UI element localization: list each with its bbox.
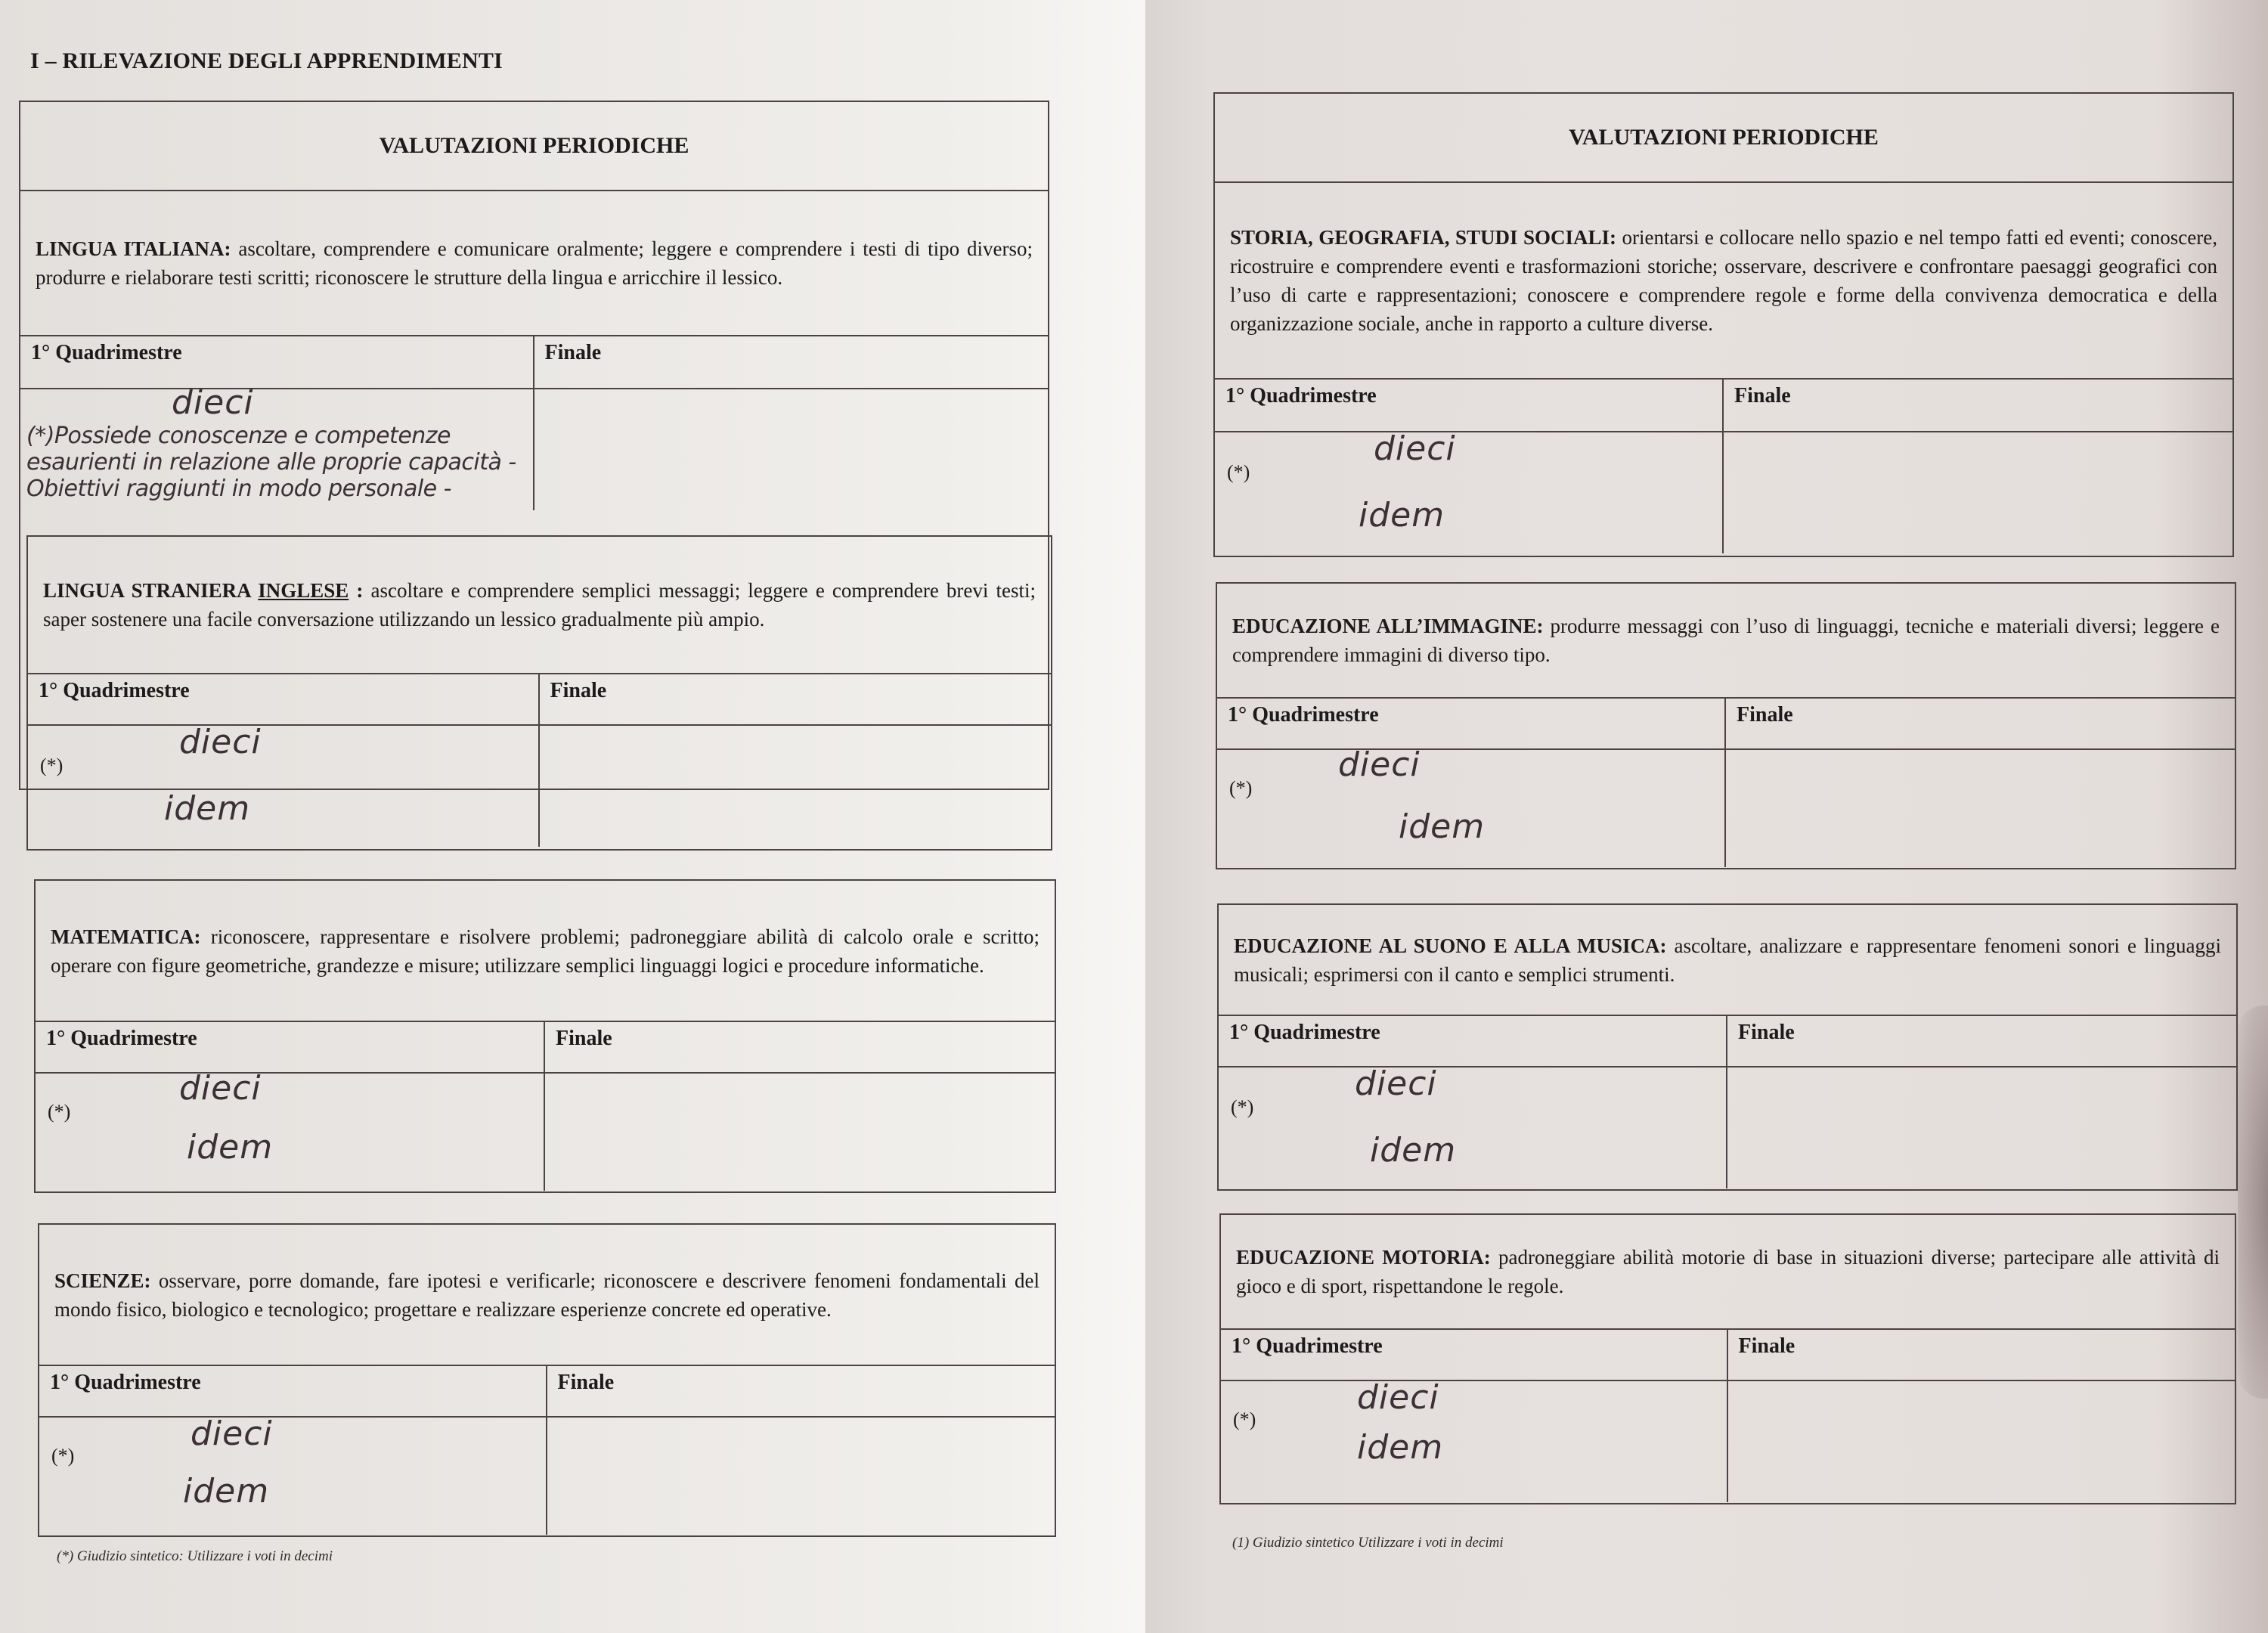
table-heading: VALUTAZIONI PERIODICHE [20, 102, 1048, 191]
handwritten-grade: dieci [1355, 1064, 1437, 1103]
handwritten-note: idem [1359, 496, 1445, 535]
subject-description: LINGUA ITALIANA: ascoltare, comprendere e comunicare oralmente; leggere e comprendere i testi di tipo diverso; produrre e rielaborare testi scritti; riconoscere le strutture della lingua e arricchire il lessico. [36, 237, 1033, 289]
grade-header-row [20, 335, 1048, 389]
subject-box-scienze [38, 1223, 1056, 1537]
first-term-cell[interactable] [1215, 429, 1724, 553]
handwritten-grade: dieci [1374, 429, 1456, 468]
subject-box-musica [1217, 903, 2238, 1191]
handwritten-grade: dieci [172, 383, 254, 422]
subject-name: SCIENZE: [54, 1269, 151, 1292]
subject-description: STORIA, GEOGRAFIA, STUDI SOCIALI: orientarsi e collocare nello spazio e nel tempo fatti ed eventi; conoscere, ricostruire e comprendere eventi e trasformazioni storiche; osservare, descrivere e confrontare paesaggi geografici con l’uso di carte e rappresentazioni; conoscere e comprendere regole e forme della convivenza democratica e della organizzazione sociale, anche in rapporto a culture diverse. [1230, 226, 2217, 335]
handwritten-grade: dieci [191, 1415, 273, 1453]
handwritten-note: idem [1357, 1428, 1444, 1467]
grade-header-row [1221, 1328, 2235, 1381]
subject-name: MATEMATICA: [51, 925, 201, 948]
subject-box-storia [1213, 92, 2234, 557]
subject-description: LINGUA STRANIERA INGLESE : ascoltare e comprendere semplici messaggi; leggere e comprendere brevi testi; saper sostenere una facile conversazione utilizzando un lessico gradualmente più ampio. [43, 579, 1036, 631]
final-label: Finale [1737, 703, 1793, 727]
handwritten-note: idem [1399, 807, 1486, 846]
asterisk-marker: (*) [1233, 1408, 1256, 1430]
asterisk-marker: (*) [48, 1101, 71, 1123]
subject-box-motoria [1219, 1213, 2236, 1504]
final-cell[interactable] [534, 389, 1049, 510]
subject-description: EDUCAZIONE ALL’IMMAGINE: produrre messaggi con l’uso di linguaggi, tecniche e materiali diversi; leggere e comprendere immagini di diverso tipo. [1232, 615, 2220, 666]
first-term-label: 1° Quadrimestre [39, 1366, 547, 1416]
subject-box-inglese [26, 535, 1052, 851]
handwritten-note: idem [1370, 1131, 1457, 1170]
first-term-label: 1° Quadrimestre [1215, 380, 1724, 431]
grade-header-row [28, 673, 1051, 726]
finger-shadow [2238, 1006, 2268, 1399]
final-cell[interactable] [1726, 750, 2235, 867]
footnote: (*) Giudizio sintetico: Utilizzare i voti in decimi [57, 1548, 333, 1564]
grade-row [1219, 1064, 2236, 1188]
handwritten-note: idem [164, 789, 251, 828]
subject-name: LINGUA ITALIANA: [36, 237, 231, 260]
grade-header-row [39, 1365, 1055, 1418]
first-term-label: 1° Quadrimestre [28, 674, 540, 724]
final-label: Finale [1738, 1021, 1795, 1044]
first-term-cell[interactable] [39, 1415, 547, 1535]
subject-name: EDUCAZIONE MOTORIA: [1236, 1246, 1491, 1269]
subject-description: SCIENZE: osservare, porre domande, fare ipotesi e verificarle; riconoscere e descrivere fenomeni fondamentali del mondo fisico, biologico e tecnologico; progettare e realizzare esperienze concrete ed operative. [54, 1269, 1040, 1321]
final-label: Finale [556, 1027, 612, 1050]
final-label: Finale [550, 679, 607, 702]
final-label: Finale [1734, 384, 1791, 407]
handwritten-grade: dieci [1338, 745, 1421, 784]
grade-row [39, 1415, 1055, 1535]
footnote: (1) Giudizio sintetico Utilizzare i voti in decimi [1232, 1535, 1504, 1551]
handwritten-note: idem [183, 1472, 270, 1511]
asterisk-marker: (*) [40, 755, 64, 776]
subject-box-immagine [1216, 582, 2236, 869]
first-term-label: 1° Quadrimestre [20, 336, 534, 388]
first-term-cell[interactable] [1217, 745, 1726, 867]
first-term-label: 1° Quadrimestre [36, 1022, 545, 1072]
first-term-label: 1° Quadrimestre [1221, 1330, 1728, 1380]
grade-header-row [36, 1021, 1055, 1074]
subject-name: EDUCAZIONE AL SUONO E ALLA MUSICA: [1234, 934, 1667, 957]
first-term-cell[interactable] [1219, 1064, 1727, 1188]
first-term-label: 1° Quadrimestre [1217, 699, 1726, 748]
final-label: Finale [557, 1371, 615, 1394]
subject-name: STORIA, GEOGRAFIA, STUDI SOCIALI: [1230, 226, 1617, 249]
grade-row [20, 383, 1048, 510]
first-term-cell[interactable] [28, 723, 540, 847]
subject-description: MATEMATICA: riconoscere, rappresentare e risolvere problemi; padroneggiare abilità di calcolo orale e scritto; operare con figure geometriche, grandezze e misure; utilizzare semplici linguaggi logici e procedure informatiche. [51, 925, 1040, 977]
asterisk-marker: (*) [1229, 777, 1253, 799]
final-cell[interactable] [547, 1418, 1055, 1535]
subject-name: EDUCAZIONE ALL’IMMAGINE: [1232, 615, 1544, 637]
asterisk-marker: (*) [1227, 461, 1250, 483]
first-term-cell[interactable] [1221, 1378, 1728, 1502]
table-heading: VALUTAZIONI PERIODICHE [1215, 94, 2232, 183]
final-cell[interactable] [545, 1074, 1055, 1191]
handwritten-comment: (*)Possiede conoscenze e competenze esaurienti in relazione alle proprie capacità - Obiettivi raggiunti in modo personale - [26, 423, 516, 502]
grade-header-row [1217, 697, 2235, 750]
right-page [1145, 0, 2268, 1633]
grade-row [1217, 745, 2235, 867]
grade-header-row [1219, 1015, 2236, 1067]
final-label: Finale [544, 341, 602, 364]
grade-row [1215, 429, 2232, 553]
asterisk-marker: (*) [1231, 1096, 1254, 1118]
handwritten-grade: dieci [179, 1069, 262, 1108]
handwritten-note: idem [187, 1128, 274, 1167]
asterisk-marker: (*) [51, 1445, 75, 1467]
handwritten-grade: dieci [179, 723, 262, 761]
final-cell[interactable] [1727, 1067, 2236, 1188]
final-cell[interactable] [1724, 432, 2232, 553]
subject-box-matematica [34, 879, 1056, 1193]
subject-description: EDUCAZIONE MOTORIA: padroneggiare abilità motorie di base in situazioni diverse; partecipare alle attività di gioco e di sport, rispettandone le regole. [1236, 1246, 2220, 1297]
section-title: I – RILEVAZIONE DEGLI APPRENDIMENTI [30, 48, 503, 73]
grade-row [36, 1069, 1055, 1191]
final-cell[interactable] [540, 726, 1052, 847]
first-term-cell[interactable] [36, 1069, 545, 1191]
subject-description: EDUCAZIONE AL SUONO E ALLA MUSICA: ascoltare, analizzare e rappresentare fenomeni sonori e linguaggi musicali; esprimersi con il canto e semplici strumenti. [1234, 934, 2221, 986]
first-term-label: 1° Quadrimestre [1219, 1016, 1727, 1066]
handwritten-grade: dieci [1357, 1378, 1439, 1417]
grade-row [28, 723, 1051, 847]
grade-header-row [1215, 378, 2232, 432]
first-term-cell[interactable] [20, 383, 534, 510]
grade-row [1221, 1378, 2235, 1502]
final-cell[interactable] [1728, 1381, 2235, 1502]
subject-name: LINGUA STRANIERA INGLESE : [43, 579, 364, 602]
final-label: Finale [1738, 1334, 1796, 1358]
